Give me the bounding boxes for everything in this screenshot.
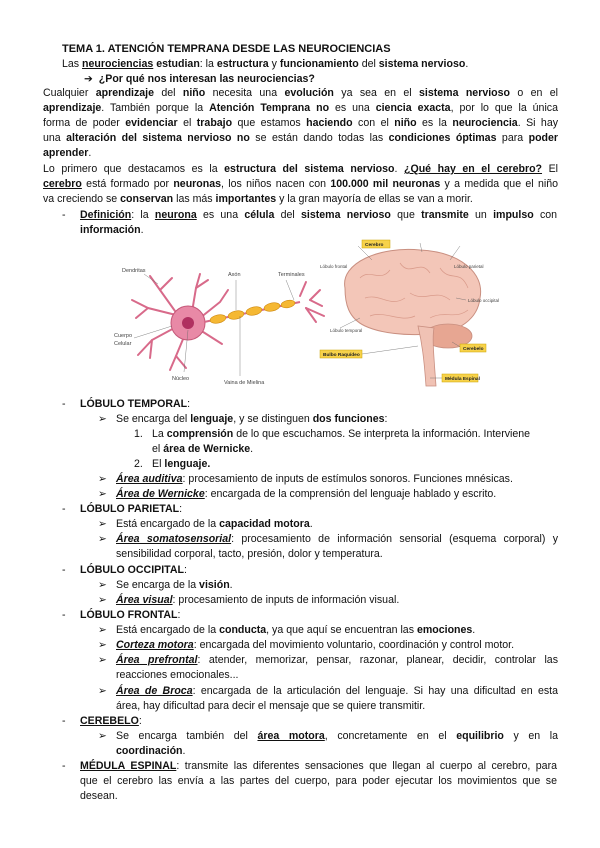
svg-text:Cuerpo: Cuerpo: [114, 333, 133, 339]
frontal-bullet3-line1: Área prefrontal: atender, memorizar, pensar, razonar, planear, decidir, controlar las: [116, 654, 558, 666]
temporal-n1-line2: el área de Wernicke.: [152, 443, 254, 455]
dash-marker: -: [62, 503, 66, 515]
intro-line: Las neurociencias estudian: la estructura y funcionamiento del sistema nervioso.: [62, 58, 469, 70]
section-frontal-head: LÓBULO FRONTAL:: [80, 609, 181, 621]
section-parietal-head: LÓBULO PARIETAL:: [80, 503, 183, 515]
definition-line1: Definición: la neurona es una célula del sistema nervioso que transmite un impulso con: [80, 209, 558, 221]
frontal-bullet1: Está encargado de la conducta, ya que aquí se encuentran las emociones.: [116, 624, 476, 636]
medula-line3: desean.: [80, 790, 118, 802]
para2-line3: va creciendo se conservan las más importantes y la gran mayoría de ellas se van a morir.: [43, 193, 473, 205]
bullet-icon: ➢: [98, 473, 107, 485]
temporal-bullet2: Área auditiva: procesamiento de inputs de estímulos sonoros. Funciones mnésicas.: [116, 473, 513, 485]
temporal-bullet1: Se encarga del lenguaje, y se distinguen dos funciones:: [116, 413, 388, 425]
frontal-bullet4-line2: área, hay dificultad para decir el mensaje que se quiere transmitir.: [116, 700, 426, 712]
svg-text:Cerebelo: Cerebelo: [463, 347, 484, 352]
bullet-icon: ➢: [98, 579, 107, 591]
temporal-bullet3: Área de Wernicke: encargada de la comprensión del lenguaje hablado y escrito.: [116, 488, 497, 500]
svg-text:Lóbulo frontal: Lóbulo frontal: [320, 264, 348, 269]
medula-line2: que el cerebro las envía a las partes del cuerpo, para poder ejecutar los movimientos que se: [80, 775, 557, 787]
temporal-n1-line1: La comprensión de lo que escuchamos. Se interpreta la información. Interviene: [152, 428, 531, 440]
medula-line1: MÉDULA ESPINAL: transmite las diferentes sensaciones que llegan al cuerpo al cerebro, para: [80, 760, 557, 772]
para2-line2: cerebro está formado por neuronas, los niños nacen con 100.000 mil neuronas y a medida que el niño: [43, 178, 558, 190]
bullet-icon: ➢: [98, 624, 107, 636]
cerebrum-shape: [345, 249, 481, 334]
svg-text:Cerebro: Cerebro: [365, 243, 384, 248]
parietal-bullet2-line2: sensibilidad corporal, tacto, presión, dolor y temperatura.: [116, 548, 383, 560]
number-1: 1.: [134, 428, 143, 440]
svg-text:Lóbulo temporal: Lóbulo temporal: [330, 328, 363, 333]
arrow-icon: ➔: [84, 73, 93, 85]
definition-line2: información.: [80, 224, 144, 236]
dash-marker: -: [62, 609, 66, 621]
dash-marker: -: [62, 715, 66, 727]
para1-line2: aprendizaje. También porque la Atención Temprana no es una ciencia exacta, por lo que la única: [43, 102, 558, 114]
dash-marker: -: [62, 564, 66, 576]
brain-diagram: [310, 238, 520, 388]
bullet-icon: ➢: [98, 518, 107, 530]
svg-text:Terminales: Terminales: [278, 272, 305, 278]
svg-text:Lóbulo parietal: Lóbulo parietal: [454, 264, 484, 269]
question-line: ➔ ¿Por qué nos interesan las neurociencias?: [84, 73, 315, 85]
bullet-icon: ➢: [98, 594, 107, 606]
para1-line1: Cualquier aprendizaje del niño necesita una evolución ya sea en el sistema nervioso o en el: [43, 87, 559, 99]
occipital-bullet2: Área visual: procesamiento de inputs de información visual.: [116, 594, 400, 606]
document-title: TEMA 1. ATENCIÓN TEMPRANA DESDE LAS NEUROCIENCIAS: [62, 43, 391, 55]
bullet-icon: ➢: [98, 639, 107, 651]
para1-line5: aprender.: [43, 147, 92, 159]
temporal-n2: El lenguaje.: [152, 458, 211, 470]
section-occipital-head: LÓBULO OCCIPITAL:: [80, 564, 187, 576]
para1-line3: forma de poder evidenciar el trabajo que estamos haciendo con el niño es la neurociencia. Si hay: [43, 117, 559, 129]
dash-marker: -: [62, 760, 66, 772]
para1-line4: una alteración del sistema nervioso no se están dando todas las condiciones óptimas para poder: [43, 132, 559, 144]
brainstem-shape: [418, 326, 436, 386]
parietal-bullet1: Está encargado de la capacidad motora.: [116, 518, 313, 530]
svg-text:Dendritas: Dendritas: [122, 268, 146, 274]
para2-line1: Lo primero que destacamos es la estructura del sistema nervioso. ¿Qué hay en el cerebro? El: [43, 163, 558, 175]
svg-text:Bulbo Raquídeo: Bulbo Raquídeo: [323, 353, 360, 358]
bullet-icon: ➢: [98, 654, 107, 666]
neuron-diagram: [110, 260, 325, 390]
nucleus: [182, 317, 194, 329]
bullet-icon: ➢: [98, 685, 107, 697]
section-temporal-head: LÓBULO TEMPORAL:: [80, 398, 191, 410]
svg-text:Núcleo: Núcleo: [172, 376, 190, 382]
cerebelo-bullet-line1: Se encarga también del área motora, concretamente en el equilibrio y en la: [116, 730, 559, 742]
svg-text:Celular: Celular: [114, 341, 132, 347]
bullet-icon: ➢: [98, 730, 107, 742]
bullet-icon: ➢: [98, 413, 107, 425]
bullet-icon: ➢: [98, 533, 107, 545]
svg-text:Vaina de Mielina: Vaina de Mielina: [224, 380, 265, 386]
dash-marker: -: [62, 398, 66, 410]
svg-text:Lóbulo occipital: Lóbulo occipital: [468, 298, 500, 303]
svg-text:Médula Espinal: Médula Espinal: [445, 377, 480, 382]
dash-marker: -: [62, 209, 66, 221]
svg-text:Axón: Axón: [228, 272, 241, 278]
section-cerebelo-head: CEREBELO:: [80, 715, 142, 727]
occipital-bullet1: Se encarga de la visión.: [116, 579, 233, 591]
frontal-bullet3-line2: reacciones emocionales...: [116, 669, 239, 681]
frontal-bullet2: Corteza motora: encargada del movimiento voluntario, coordinación y control motor.: [116, 639, 515, 651]
parietal-bullet2-line1: Área somatosensorial: procesamiento de información sensorial (esquema corporal) y: [116, 533, 558, 545]
number-2: 2.: [134, 458, 143, 470]
frontal-bullet4-line1: Área de Broca: encargada de la articulación del lenguaje. Si hay una dificultad en esta: [116, 685, 558, 697]
bullet-icon: ➢: [98, 488, 107, 500]
cerebelo-bullet-line2: coordinación.: [116, 745, 186, 757]
